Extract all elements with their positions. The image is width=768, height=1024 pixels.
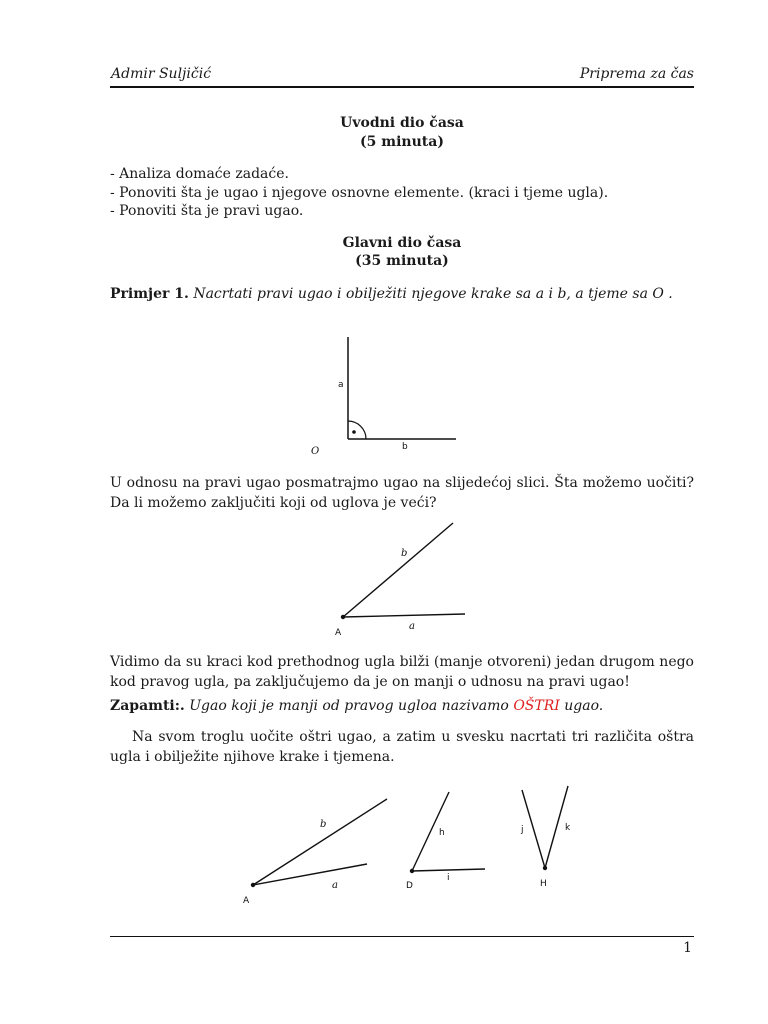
footer-rule (110, 936, 694, 937)
remember-label: Zapamti:. (110, 698, 185, 714)
vertex-h-dot (543, 866, 547, 870)
example-text: Nacrtati pravi ugao i obilježiti njegove krake sa a i b, a tjeme sa O . (193, 286, 673, 302)
header-title: Priprema za čas (579, 66, 694, 82)
arm-a-label: a (409, 621, 415, 632)
intro-title: Uvodni dio časa (340, 115, 464, 131)
angle-h-arm-j (522, 790, 545, 868)
vertex-a-label: A (335, 628, 342, 638)
label-j: j (521, 825, 524, 835)
arm-a-label: a (338, 380, 344, 390)
page-number: 1 (683, 940, 692, 956)
intro-duration: (5 minuta) (360, 134, 444, 150)
paragraph-compare: U odnosu na pravi ugao posmatrajmo ugao na slijedećoj slici. Šta možemo uočiti? Da li možemo zaključiti koji od uglova je veći? (110, 475, 694, 511)
intro-item: - Ponoviti šta je ugao i njegove osnovne elemente. (kraci i tjeme ugla). (110, 185, 609, 201)
vertex-a-label: A (243, 896, 250, 906)
main-title: Glavni dio časa (342, 235, 462, 251)
example-1 (110, 285, 673, 304)
example-label: Primjer 1. (110, 286, 189, 302)
arm-b-line (343, 523, 453, 617)
vertex-h-label: H (540, 879, 547, 889)
remember-text: Ugao koji je manji od pravog ugloa nazivamo (189, 698, 509, 714)
vertex-d-label: D (406, 881, 413, 891)
header-author: Admir Suljičić (111, 66, 212, 82)
acute-angle-figure (330, 516, 480, 640)
acute-term-highlight: OŠTRI (513, 698, 560, 714)
angle-d-arm-i (412, 869, 485, 871)
label-b: b (320, 819, 327, 830)
header-rule (110, 86, 694, 88)
paragraph-task: Na svom troglu uočite oštri ugao, a zatim u svesku nacrtati tri različita oštra ugla i obilježite njihove krake i tjemena. (110, 729, 694, 765)
label-a: a (332, 880, 338, 891)
intro-item: - Ponoviti šta je pravi ugao. (110, 203, 304, 219)
label-i: i (447, 873, 450, 883)
vertex-a-dot (251, 883, 255, 887)
right-angle-arc (348, 421, 366, 439)
label-k: k (565, 823, 571, 833)
right-angle-dot (352, 430, 356, 434)
vertex-o-label: O (311, 446, 320, 457)
main-duration: (35 minuta) (355, 253, 449, 269)
remember-text-end: ugao. (564, 698, 604, 714)
three-angles-figure (235, 782, 580, 912)
remember-note (110, 697, 603, 716)
arm-b-label: b (401, 548, 408, 559)
vertex-d-dot (410, 869, 414, 873)
arm-b-label: b (402, 442, 408, 452)
right-angle-figure (310, 325, 480, 465)
arm-a-line (343, 614, 465, 617)
label-h: h (439, 828, 445, 838)
vertex-a-dot (341, 615, 345, 619)
intro-item: - Analiza domaće zadaće. (110, 166, 289, 182)
paragraph-conclusion: Vidimo da su kraci kod prethodnog ugla bilži (manje otvoreni) jedan drugom nego kod pravog ugla, pa zaključujemo da je on manji o udnosu na pravi ugao! (110, 654, 694, 690)
